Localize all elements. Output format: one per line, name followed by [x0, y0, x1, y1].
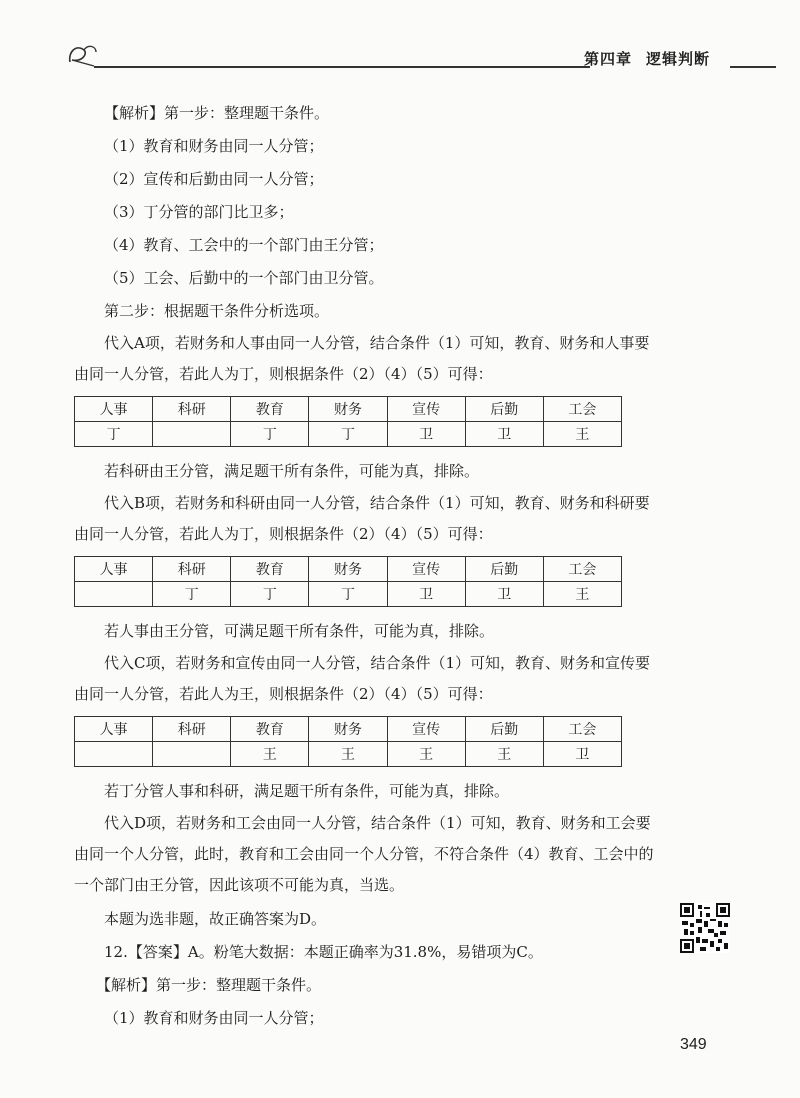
table-cell: 王	[543, 582, 621, 607]
table-cell: 王	[387, 742, 465, 767]
table-header-cell: 宣传	[387, 397, 465, 422]
condition-2: （2）宣传和后勤由同一人分管；	[104, 170, 324, 188]
option-a-conclusion: 若科研由王分管，满足题干所有条件，可能为真，排除。	[104, 462, 480, 480]
question-12-condition-1: （1）教育和财务由同一人分管；	[104, 1009, 324, 1027]
option-c-conclusion: 若丁分管人事和科研，满足题干所有条件，可能为真，排除。	[104, 782, 510, 800]
option-c-text: 代入C项，若财务和宣传由同一人分管，结合条件（1）可知，教育、财务和宣传要由同一人分管，若此人为王，则根据条件（2）（4）（5）可得：	[74, 654, 651, 703]
table-row	[75, 397, 622, 422]
final-answer: 本题为选非题，故正确答案为D。	[104, 910, 327, 928]
table-header-cell: 后勤	[465, 557, 543, 582]
question-12-analysis-heading: 【解析】第一步：整理题干条件。	[96, 976, 322, 994]
analysis-heading: 【解析】第一步：整理题干条件。	[104, 104, 330, 122]
table-cell: 卫	[465, 422, 543, 447]
table-cell: 卫	[387, 422, 465, 447]
table-header-cell: 人事	[75, 557, 153, 582]
option-b-text: 代入B项，若财务和科研由同一人分管，结合条件（1）可知，教育、财务和科研要由同一人分管，若此人为丁，则根据条件（2）（4）（5）可得：	[74, 494, 650, 543]
page-number: 349	[680, 1036, 707, 1053]
table-cell: 丁	[309, 422, 387, 447]
table-header-cell: 财务	[309, 397, 387, 422]
condition-4: （4）教育、工会中的一个部门由王分管；	[104, 236, 384, 254]
table-row	[75, 582, 622, 607]
table-header-cell: 财务	[309, 717, 387, 742]
table-header-cell: 科研	[153, 717, 231, 742]
table-header-cell: 工会	[543, 717, 621, 742]
table-cell: 丁	[231, 422, 309, 447]
condition-5: （5）工会、后勤中的一个部门由卫分管。	[104, 269, 384, 287]
table-cell	[75, 742, 153, 767]
table-option-a	[74, 396, 622, 447]
table-header-cell: 人事	[75, 397, 153, 422]
table-cell: 丁	[231, 582, 309, 607]
condition-1: （1）教育和财务由同一人分管；	[104, 137, 324, 155]
table-header-cell: 后勤	[465, 397, 543, 422]
table-header-cell: 科研	[153, 557, 231, 582]
option-b-conclusion: 若人事由王分管，可满足题干所有条件，可能为真，排除。	[104, 622, 495, 640]
table-header-cell: 教育	[231, 397, 309, 422]
table-cell	[75, 582, 153, 607]
table-cell: 王	[465, 742, 543, 767]
table-cell	[153, 742, 231, 767]
table-header-cell: 工会	[543, 397, 621, 422]
question-12-answer: 12.【答案】A。粉笔大数据：本题正确率为31.8%，易错项为C。	[104, 943, 543, 961]
header-rule-right	[730, 66, 776, 68]
step-two: 第二步：根据题干条件分析选项。	[104, 302, 330, 320]
option-d-text: 代入D项，若财务和工会由同一人分管，结合条件（1）可知，教育、财务和工会要由同一个人分管，此时，教育和工会由同一个人分管，不符合条件（4）教育、工会中的一个部门由王分管，因此该项不可能为真，当选。	[74, 814, 654, 894]
table-cell: 王	[309, 742, 387, 767]
header-rule-left	[94, 66, 590, 68]
table-cell	[153, 422, 231, 447]
chapter-section: 逻辑判断	[645, 50, 710, 68]
table-row	[75, 717, 622, 742]
table-option-c	[74, 716, 622, 767]
table-cell: 丁	[75, 422, 153, 447]
table-row	[75, 422, 622, 447]
table-cell: 王	[543, 422, 621, 447]
chapter-number: 第四章	[583, 50, 632, 68]
table-cell: 卫	[543, 742, 621, 767]
table-row	[75, 557, 622, 582]
table-header-cell: 财务	[309, 557, 387, 582]
page-header	[56, 40, 776, 72]
table-cell: 丁	[309, 582, 387, 607]
table-cell: 卫	[387, 582, 465, 607]
chapter-title	[584, 48, 710, 69]
table-header-cell: 宣传	[387, 557, 465, 582]
qr-code-icon	[680, 903, 730, 953]
option-a-text: 代入A项，若财务和人事由同一人分管，结合条件（1）可知，教育、财务和人事要由同一人分管，若此人为丁，则根据条件（2）（4）（5）可得：	[74, 334, 650, 383]
leaf-icon	[64, 40, 104, 68]
page-content	[74, 97, 664, 1035]
table-cell: 丁	[153, 582, 231, 607]
table-cell: 卫	[465, 582, 543, 607]
table-header-cell: 宣传	[387, 717, 465, 742]
table-cell: 王	[231, 742, 309, 767]
table-header-cell: 教育	[231, 557, 309, 582]
table-option-b	[74, 556, 622, 607]
condition-3: （3）丁分管的部门比卫多；	[104, 203, 294, 221]
table-header-cell: 后勤	[465, 717, 543, 742]
table-header-cell: 工会	[543, 557, 621, 582]
table-header-cell: 人事	[75, 717, 153, 742]
table-row	[75, 742, 622, 767]
table-header-cell: 科研	[153, 397, 231, 422]
table-header-cell: 教育	[231, 717, 309, 742]
